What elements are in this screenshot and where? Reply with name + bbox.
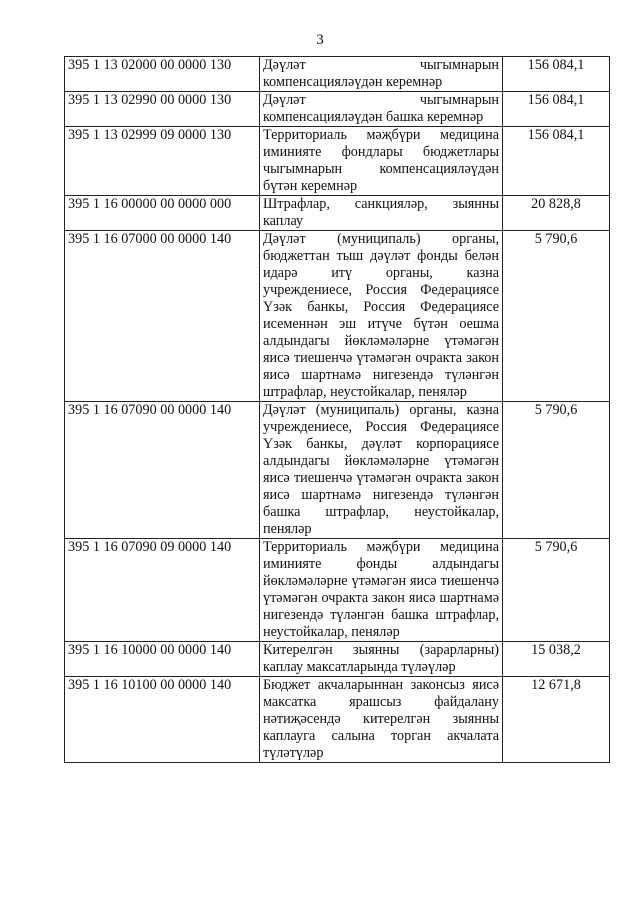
budget-classification-code: 395 1 13 02999 09 0000 130 [65,127,260,196]
table-row [65,231,610,402]
revenue-amount: 15 038,2 [503,642,610,677]
revenue-amount: 156 084,1 [503,127,610,196]
table-row [65,539,610,642]
revenue-amount: 156 084,1 [503,92,610,127]
revenue-amount: 5 790,6 [503,539,610,642]
budget-revenue-table [64,56,610,763]
revenue-description: Дәүләт чыгымнарын компенсацияләүдән башка керемнәр [260,92,503,127]
budget-classification-code: 395 1 13 02990 00 0000 130 [65,92,260,127]
budget-classification-code: 395 1 13 02000 00 0000 130 [65,57,260,92]
budget-classification-code: 395 1 16 07090 00 0000 140 [65,402,260,539]
budget-classification-code: 395 1 16 00000 00 0000 000 [65,196,260,231]
revenue-amount: 5 790,6 [503,402,610,539]
budget-classification-code: 395 1 16 07000 00 0000 140 [65,231,260,402]
revenue-description: Дәүләт (муниципаль) органы, казна учреждениесе, Россия Федерациясе Үзәк банкы, дәүләт корпорациясе алдындагы йөкләмәләрне үтәмәгән яисә тиешенчә үтәмәгән очракта закон яисә шартнамә нигезендә түләнгән башка штрафлар, неустойкалар, пеняләр [260,402,503,539]
table-row [65,92,610,127]
revenue-description: Территориаль мәҗбүри медицина иминияте фонды алдындагы йөкләмәләрне үтәмәгән яисә тиешенчә үтәмәгән очракта закон яисә шартнамә нигезендә түләнгән башка штрафлар, неустойкалар, пеняләр [260,539,503,642]
revenue-description: Дәүләт чыгымнарын компенсацияләүдән керемнәр [260,57,503,92]
revenue-amount: 156 084,1 [503,57,610,92]
budget-classification-code: 395 1 16 10000 00 0000 140 [65,642,260,677]
table-row [65,127,610,196]
revenue-amount: 5 790,6 [503,231,610,402]
revenue-description: Китерелгән зыянны (зарарларны) каплау максатларында түләүләр [260,642,503,677]
revenue-amount: 20 828,8 [503,196,610,231]
table-row [65,402,610,539]
table-row [65,677,610,763]
table-row [65,196,610,231]
table-row [65,57,610,92]
budget-classification-code: 395 1 16 10100 00 0000 140 [65,677,260,763]
revenue-description: Территориаль мәҗбүри медицина иминияте фондлары бюджетлары чыгымнарын компенсацияләүдән бүтән керемнәр [260,127,503,196]
revenue-description: Бюджет акчаларыннан законсыз яисә максатка ярашсыз файдалану нәтиҗәсендә китерелгән зыянны каплауга салына торган акчалата түләтүләр [260,677,503,763]
revenue-amount: 12 671,8 [503,677,610,763]
table-row [65,642,610,677]
page-number: 3 [316,32,324,48]
revenue-description: Штрафлар, санкцияләр, зыянны каплау [260,196,503,231]
budget-classification-code: 395 1 16 07090 09 0000 140 [65,539,260,642]
revenue-description: Дәүләт (муниципаль) органы, бюджеттан тыш дәүләт фонды белән идарә итү органы, казна учреждениесе, Россия Федерациясе Үзәк банкы, Россия Федерациясе исеменнән эш итүче бүтән оешма алдындагы йөкләмәләрне үтәмәгән яисә тиешенчә үтәмәгән очракта закон яисә шартнамә нигезендә түләнгән штрафлар, неустойкалар, пеняләр [260,231,503,402]
